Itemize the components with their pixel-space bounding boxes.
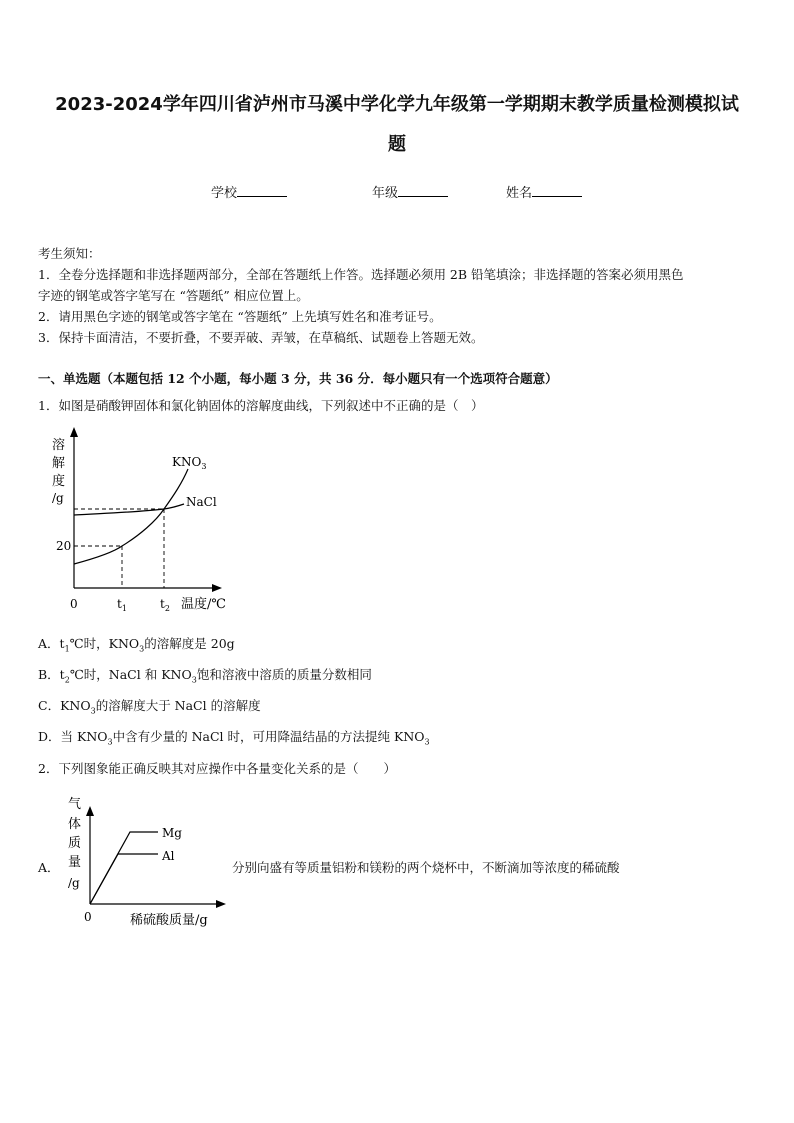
section-heading: 一、单选题（本题包括 12 个小题，每小题 3 分，共 36 分．每小题只有一个选项符合题意） [38,371,558,386]
q1-xlabel: 温度/℃ [181,597,226,612]
name-blank[interactable] [532,184,582,197]
q2-al-line [90,854,158,904]
q2-ylabel-3: 质 [68,836,82,851]
page-title-line2: 题 [388,134,406,155]
grade-field[interactable] [372,182,448,201]
notice-item-1b: 字迹的钢笔或答字笔写在 “答题纸” 相应位置上。 [38,288,309,303]
notice-item-3: 3．保持卡面清洁，不要折叠，不要弄破、弄皱，在草稿纸、试题卷上答题无效。 [38,330,484,345]
q1-ylabel-3: 度 [52,474,66,489]
q2-option-a-text: 分别向盛有等质量铝粉和镁粉的两个烧杯中，不断滴加等浓度的稀硫酸 [232,860,620,875]
q1-ytick-20: 20 [56,539,72,553]
q1-y-arrow [70,427,78,437]
q1-ylabel-1: 溶 [52,438,66,453]
q2-gas-mass-chart [60,790,235,935]
notice-heading: 考生须知： [38,246,101,261]
school-field[interactable] [211,182,287,201]
q2-x-arrow [216,900,226,908]
notice-item-1a: 1．全卷分选择题和非选择题两部分，全部在答题纸上作答。选择题必须用 2B 铅笔填涂；非选择题的答案必须用黑色 [38,267,684,282]
q1-option-b[interactable]: B．$t_2℃$时，NaCl 和 $KNO_3$饱和溶液中溶质的质量分数相同 [38,667,372,685]
q1-origin: 0 [70,597,78,611]
q1-nacl-label: NaCl [186,495,217,509]
notice-item-2: 2．请用黑色字迹的钢笔或答字笔在 “答题纸” 上先填写姓名和准考证号。 [38,309,442,324]
school-blank[interactable] [237,184,287,197]
grade-blank[interactable] [398,184,448,197]
q1-option-d[interactable]: D．当 $KNO_3$中含有少量的 NaCl 时，可用降温结晶的方法提纯 $KNO_3$ [38,729,430,747]
q2-al-label: Al [162,849,175,863]
q1-ylabel-2: 解 [52,456,66,471]
q2-origin: 0 [84,910,92,924]
q1-ylabel-4: /g [52,491,64,505]
q1-xtick-t1: $t_1$ [117,597,127,613]
name-label: 姓名 [506,186,533,201]
name-field[interactable] [506,182,582,201]
q1-solubility-chart [40,425,250,620]
grade-label: 年级 [372,186,399,201]
q1-xtick-t2: $t_2$ [160,597,170,613]
q2-ylabel-2: 体 [68,817,82,832]
q1-kno3-curve [74,469,188,564]
q2-mg-label: Mg [162,826,182,840]
q2-ylabel-1: 气 [68,797,82,812]
q2-y-arrow [86,806,94,816]
q1-x-arrow [212,584,222,592]
q1-stem: 1．如图是硝酸钾固体和氯化钠固体的溶解度曲线，下列叙述中不正确的是（ ） [38,398,484,413]
q2-option-a-label[interactable]: A． [38,860,60,875]
q1-option-c[interactable]: C．$KNO_3$的溶解度大于 NaCl 的溶解度 [38,698,261,716]
q2-mg-line [90,832,158,904]
page-title-line1: 2023-2024学年四川省泸州市马溪中学化学九年级第一学期期末教学质量检测模拟试 [55,94,739,115]
q2-xlabel: 稀硫酸质量/g [130,913,208,928]
school-label: 学校 [211,186,238,201]
q1-nacl-curve [74,504,184,515]
q1-kno3-label: $KNO_3$ [172,455,207,471]
q2-ylabel-4: 量 [68,855,82,870]
q2-ylabel-5: /g [68,876,80,890]
q1-option-a[interactable]: A．$t_1℃$时，$KNO_3$的溶解度是 20g [38,636,235,654]
q2-stem: 2．下列图象能正确反映其对应操作中各量变化关系的是（ ） [38,761,396,776]
